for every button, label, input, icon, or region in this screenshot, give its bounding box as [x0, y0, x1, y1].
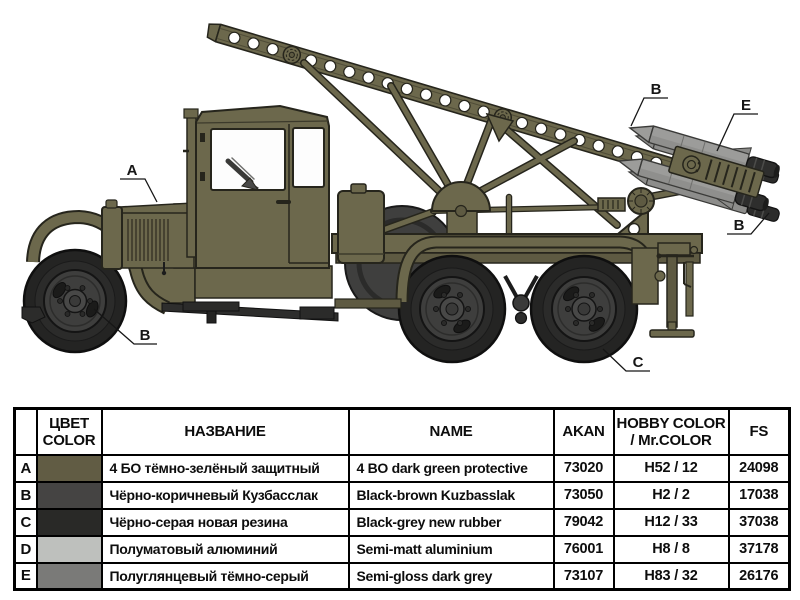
header-hobby: [614, 409, 729, 455]
color-swatch: [37, 509, 102, 536]
callout-e-leader: [717, 114, 758, 151]
door-window: [293, 128, 324, 187]
table-row-e: [15, 563, 790, 590]
hobby-code: H8 / 8: [614, 536, 729, 563]
header-hobby-line2: / Mr.COLOR: [630, 431, 712, 449]
paint-name-ru: Полуглянцевый тёмно-серый: [102, 563, 349, 590]
callout-c: C: [632, 354, 644, 371]
hood: [102, 200, 196, 275]
paint-name-en: Semi-gloss dark grey: [349, 563, 554, 590]
door-handle: [276, 200, 291, 204]
paint-name-ru: Чёрно-коричневый Кузбасслак: [102, 482, 349, 509]
header-name-en: NAME: [349, 409, 554, 455]
header-color-ru: ЦВЕТ: [49, 414, 89, 432]
row-letter: B: [15, 482, 37, 509]
header-fs: FS: [729, 409, 790, 455]
row-letter: E: [15, 563, 37, 590]
header-blank: [15, 409, 37, 455]
hobby-code: H83 / 32: [614, 563, 729, 590]
fs-code: 37038: [729, 509, 790, 536]
table-row-a: [15, 455, 790, 482]
cab: [183, 106, 329, 268]
paint-name-ru: Полуматовый алюминий: [102, 536, 349, 563]
row-letter: A: [15, 455, 37, 482]
akan-code: 73050: [554, 482, 614, 509]
rear-wheel-back: [531, 256, 637, 362]
callout-b-wheel: B: [139, 327, 151, 344]
callout-b-nose: B: [650, 81, 662, 98]
header-color-en: COLOR: [42, 431, 96, 449]
door-hinge: [200, 172, 205, 181]
paint-name-en: Black-brown Kuzbasslak: [349, 482, 554, 509]
paint-name-en: 4 BO dark green protective: [349, 455, 554, 482]
fs-code: 17038: [729, 482, 790, 509]
callout-e: E: [740, 97, 752, 114]
paint-name-ru: Чёрно-серая новая резина: [102, 509, 349, 536]
table-row-c: [15, 509, 790, 536]
table-row-b: [15, 482, 790, 509]
akan-code: 73107: [554, 563, 614, 590]
akan-code: 76001: [554, 536, 614, 563]
front-support-mast: [187, 112, 196, 257]
callout-b-nozzle: B: [733, 217, 745, 234]
rear-wheel-front: [399, 256, 505, 362]
radiator-cap: [106, 200, 117, 208]
akan-code: 73020: [554, 455, 614, 482]
color-swatch: [37, 482, 102, 509]
rear-panel: [632, 248, 658, 304]
fs-code: 26176: [729, 563, 790, 590]
fuel-tank: [338, 184, 384, 263]
header-hobby-line1: HOBBY COLOR: [616, 414, 726, 432]
callout-b-nose-leader: [631, 98, 668, 126]
table-row-d: [15, 536, 790, 563]
paint-table: [13, 407, 791, 591]
color-swatch: [37, 563, 102, 590]
paint-name-ru: 4 БО тёмно-зелёный защитный: [102, 455, 349, 482]
row-letter: C: [15, 509, 37, 536]
hobby-code: H12 / 33: [614, 509, 729, 536]
door-hinge: [200, 133, 205, 142]
header-akan: AKAN: [554, 409, 614, 455]
hobby-code: H2 / 2: [614, 482, 729, 509]
header-name-ru: НАЗВАНИЕ: [102, 409, 349, 455]
color-swatch: [37, 455, 102, 482]
radiator-shell: [102, 207, 122, 269]
paint-name-en: Black-grey new rubber: [349, 509, 554, 536]
fs-code: 37178: [729, 536, 790, 563]
table-header-row: [15, 409, 790, 455]
fs-code: 24098: [729, 455, 790, 482]
hobby-code: H52 / 12: [614, 455, 729, 482]
color-swatch: [37, 536, 102, 563]
callout-a: A: [126, 162, 138, 179]
header-color: [37, 409, 102, 455]
akan-code: 79042: [554, 509, 614, 536]
callout-a-leader: [120, 179, 157, 202]
row-letter: D: [15, 536, 37, 563]
paint-name-en: Semi-matt aluminium: [349, 536, 554, 563]
